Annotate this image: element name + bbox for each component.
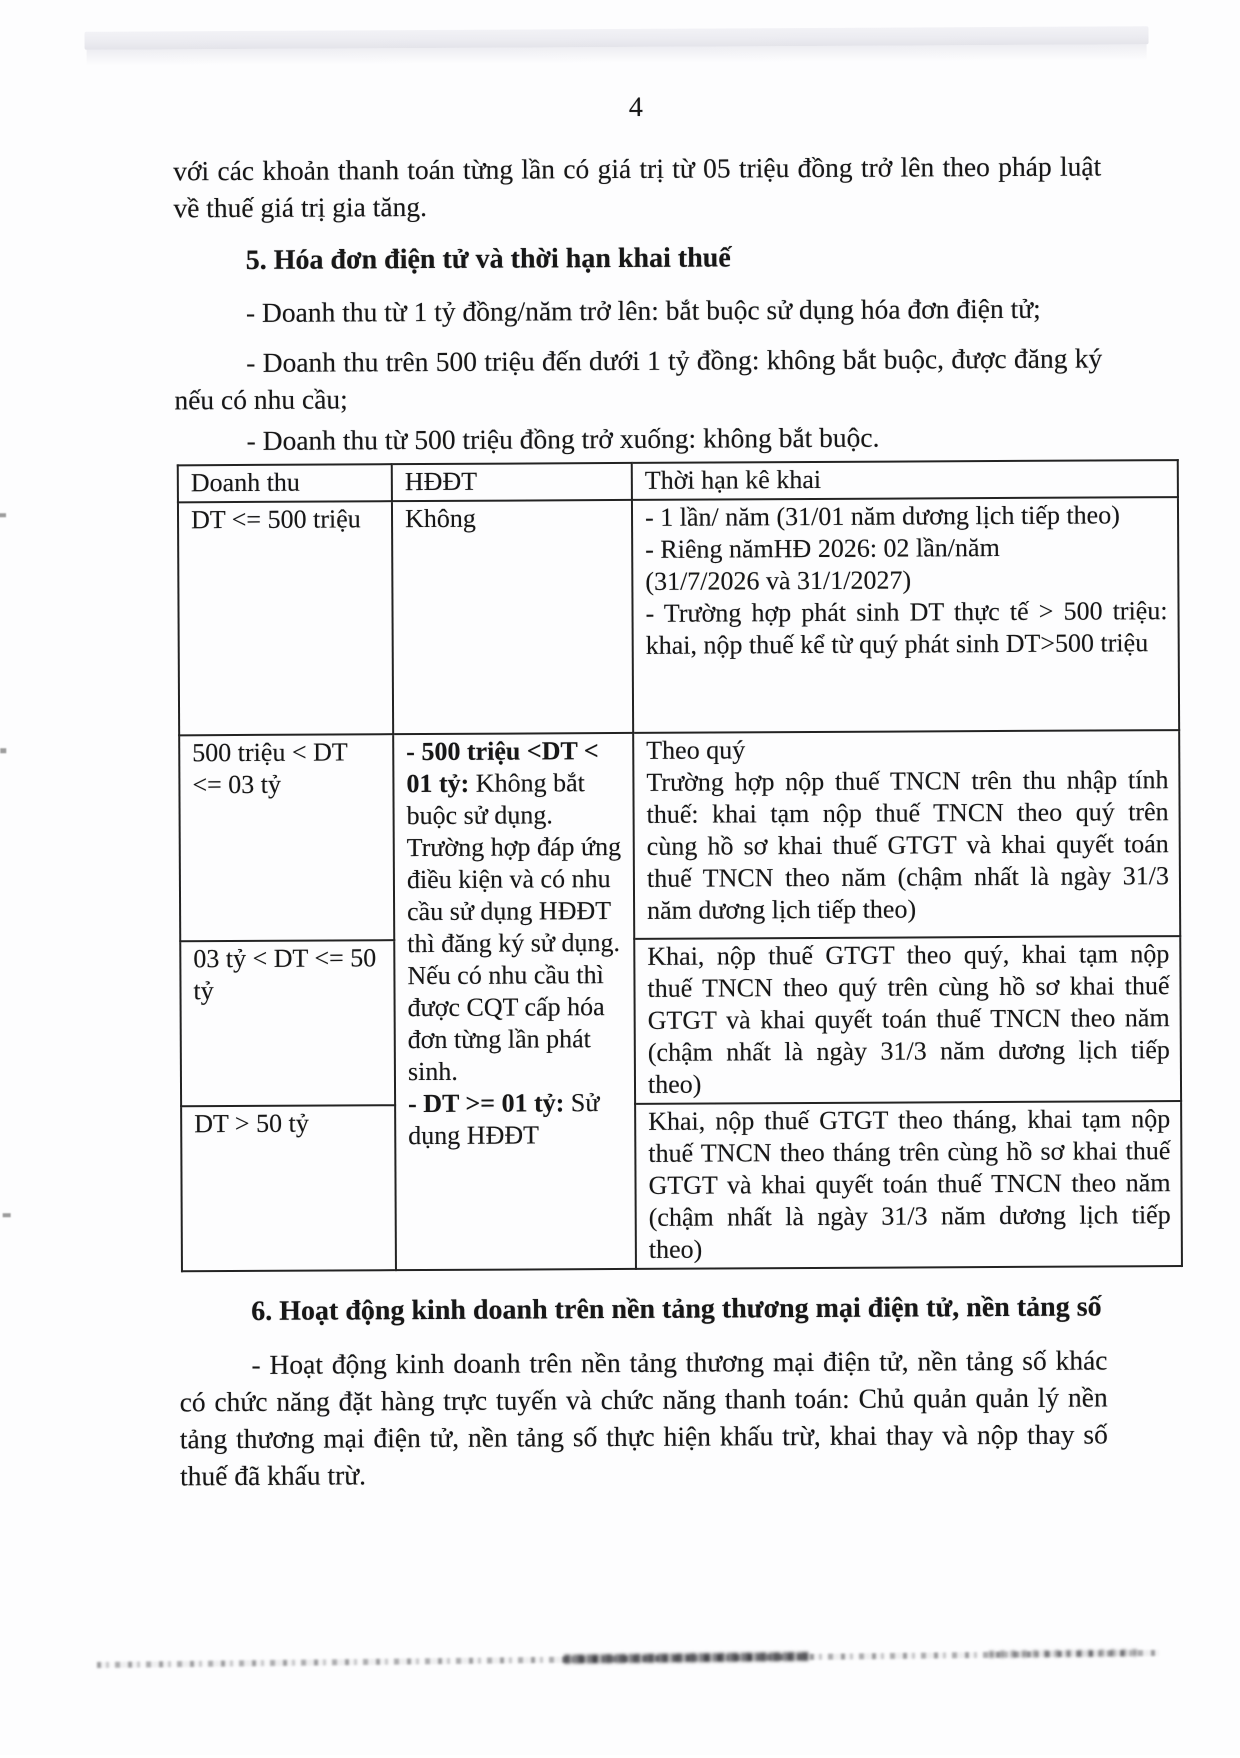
table-header-row bbox=[178, 460, 1178, 502]
cell-deadline bbox=[635, 1101, 1182, 1269]
table-row bbox=[178, 497, 1179, 735]
cell-deadline bbox=[632, 497, 1179, 733]
cell-einvoice-merged bbox=[393, 733, 636, 1270]
deadline-line: Khai, nộp thuế GTGT theo tháng, khai tạm nộp thuế TNCN theo tháng trên cùng hồ sơ khai thuế GTGT và khai quyết toán thuế TNCN theo năm (chậm nhất là ngày 31/3 năm dương lịch tiếp theo) bbox=[648, 1104, 1171, 1264]
deadline-line: - 1 lần/ năm (31/01 năm dương lịch tiếp theo) bbox=[644, 500, 1120, 532]
table-row bbox=[179, 730, 1180, 941]
table-row bbox=[180, 936, 1181, 1106]
cell-deadline bbox=[633, 730, 1180, 939]
cell-revenue: DT > 50 tỷ bbox=[181, 1105, 396, 1271]
deadline-line: Theo quý bbox=[646, 735, 746, 765]
scan-speck bbox=[0, 513, 6, 517]
table-header-einvoice: HĐĐT bbox=[392, 463, 632, 501]
cell-revenue: 03 tỷ < DT <= 50 tỷ bbox=[180, 940, 395, 1106]
merged-bold-text: - DT >= 01 tỷ: bbox=[408, 1088, 565, 1119]
cell-revenue: DT <= 500 triệu bbox=[178, 501, 393, 735]
cell-deadline bbox=[634, 936, 1181, 1104]
scan-speck bbox=[0, 748, 6, 753]
deadline-line: - Riêng nămHĐ 2026: 02 lần/năm bbox=[645, 533, 1000, 564]
merged-normal-text: Sử dụng HĐĐT bbox=[408, 1088, 600, 1151]
table-header-deadline: Thời hạn kê khai bbox=[632, 460, 1178, 500]
bullet-item: - Doanh thu trên 500 triệu đến dưới 1 tỷ đồng: không bắt buộc, được đăng ký nếu có nhu cầu; bbox=[174, 342, 1103, 416]
table-row bbox=[181, 1101, 1182, 1271]
bullet-item: - Doanh thu từ 500 triệu đồng trở xuống: không bắt buộc. bbox=[246, 421, 880, 456]
page-number: 4 bbox=[628, 91, 643, 123]
section6-heading: 6. Hoạt động kinh doanh trên nền tảng thương mại điện tử, nền tảng số bbox=[251, 1291, 1102, 1327]
deadline-line: Khai, nộp thuế GTGT theo quý, khai tạm nộp thuế TNCN theo quý trên cùng hồ sơ khai thuế GTGT và khai quyết toán thuế TNCN theo năm (chậm nhất là ngày 31/3 năm dương lịch tiếp theo) bbox=[647, 939, 1170, 1099]
tax-deadline-table bbox=[177, 459, 1183, 1272]
deadline-line: Trường hợp nộp thuế TNCN trên thu nhập tính thuế: khai tạm nộp thuế TNCN theo quý trên cùng hồ sơ khai thuế GTGT và khai quyết toán thuế TNCN theo năm (chậm nhất là ngày 31/3 năm dương lịch tiếp theo) bbox=[646, 765, 1169, 925]
scan-top-bar bbox=[84, 26, 1148, 50]
cell-einvoice: Không bbox=[392, 500, 633, 734]
merged-paragraph bbox=[408, 1087, 624, 1152]
table-header-revenue: Doanh thu bbox=[178, 464, 392, 502]
deadline-line: (31/7/2026 và 31/1/2027) bbox=[645, 565, 912, 596]
intro-paragraph: với các khoản thanh toán từng lần có giá trị từ 05 triệu đồng trở lên theo pháp luật về thuế giá trị gia tăng. bbox=[173, 150, 1102, 224]
merged-paragraph bbox=[406, 735, 624, 1088]
merged-normal-text: Không bắt buộc sử dụng. Trường hợp đáp ứng điều kiện và có nhu cầu sử dụng HĐĐT thì đăng ký sử dụng. Nếu có nhu cầu thì được CQT cấp hóa đơn từng lần phát sinh. bbox=[406, 768, 622, 1087]
bullet-item: - Doanh thu từ 1 tỷ đồng/năm trở lên: bắt buộc sử dụng hóa đơn điện tử; bbox=[245, 292, 1041, 328]
cell-revenue: 500 triệu < DT <= 03 tỷ bbox=[179, 734, 394, 941]
section6-paragraph: - Hoạt động kinh doanh trên nền tảng thương mại điện tử, nền tảng số khác có chức năng đặt hàng trực tuyến và chức năng thanh toán: Chủ quản quản lý nền tảng thương mại điện tử, nền tảng số thực hiện khấu trừ, khai thay và nộp thay số thuế đã khấu trừ. bbox=[179, 1344, 1108, 1492]
section5-heading: 5. Hóa đơn điện tử và thời hạn khai thuế bbox=[245, 242, 731, 276]
scan-speck bbox=[3, 1213, 11, 1217]
deadline-line: - Trường hợp phát sinh DT thực tế > 500 triệu: khai, nộp thuế kể từ quý phát sinh DT>500 triệu bbox=[645, 596, 1168, 660]
merged-bold-text: - 500 triệu <DT < 01 tỷ: bbox=[406, 736, 599, 799]
scan-smudge-line bbox=[97, 1650, 1159, 1668]
